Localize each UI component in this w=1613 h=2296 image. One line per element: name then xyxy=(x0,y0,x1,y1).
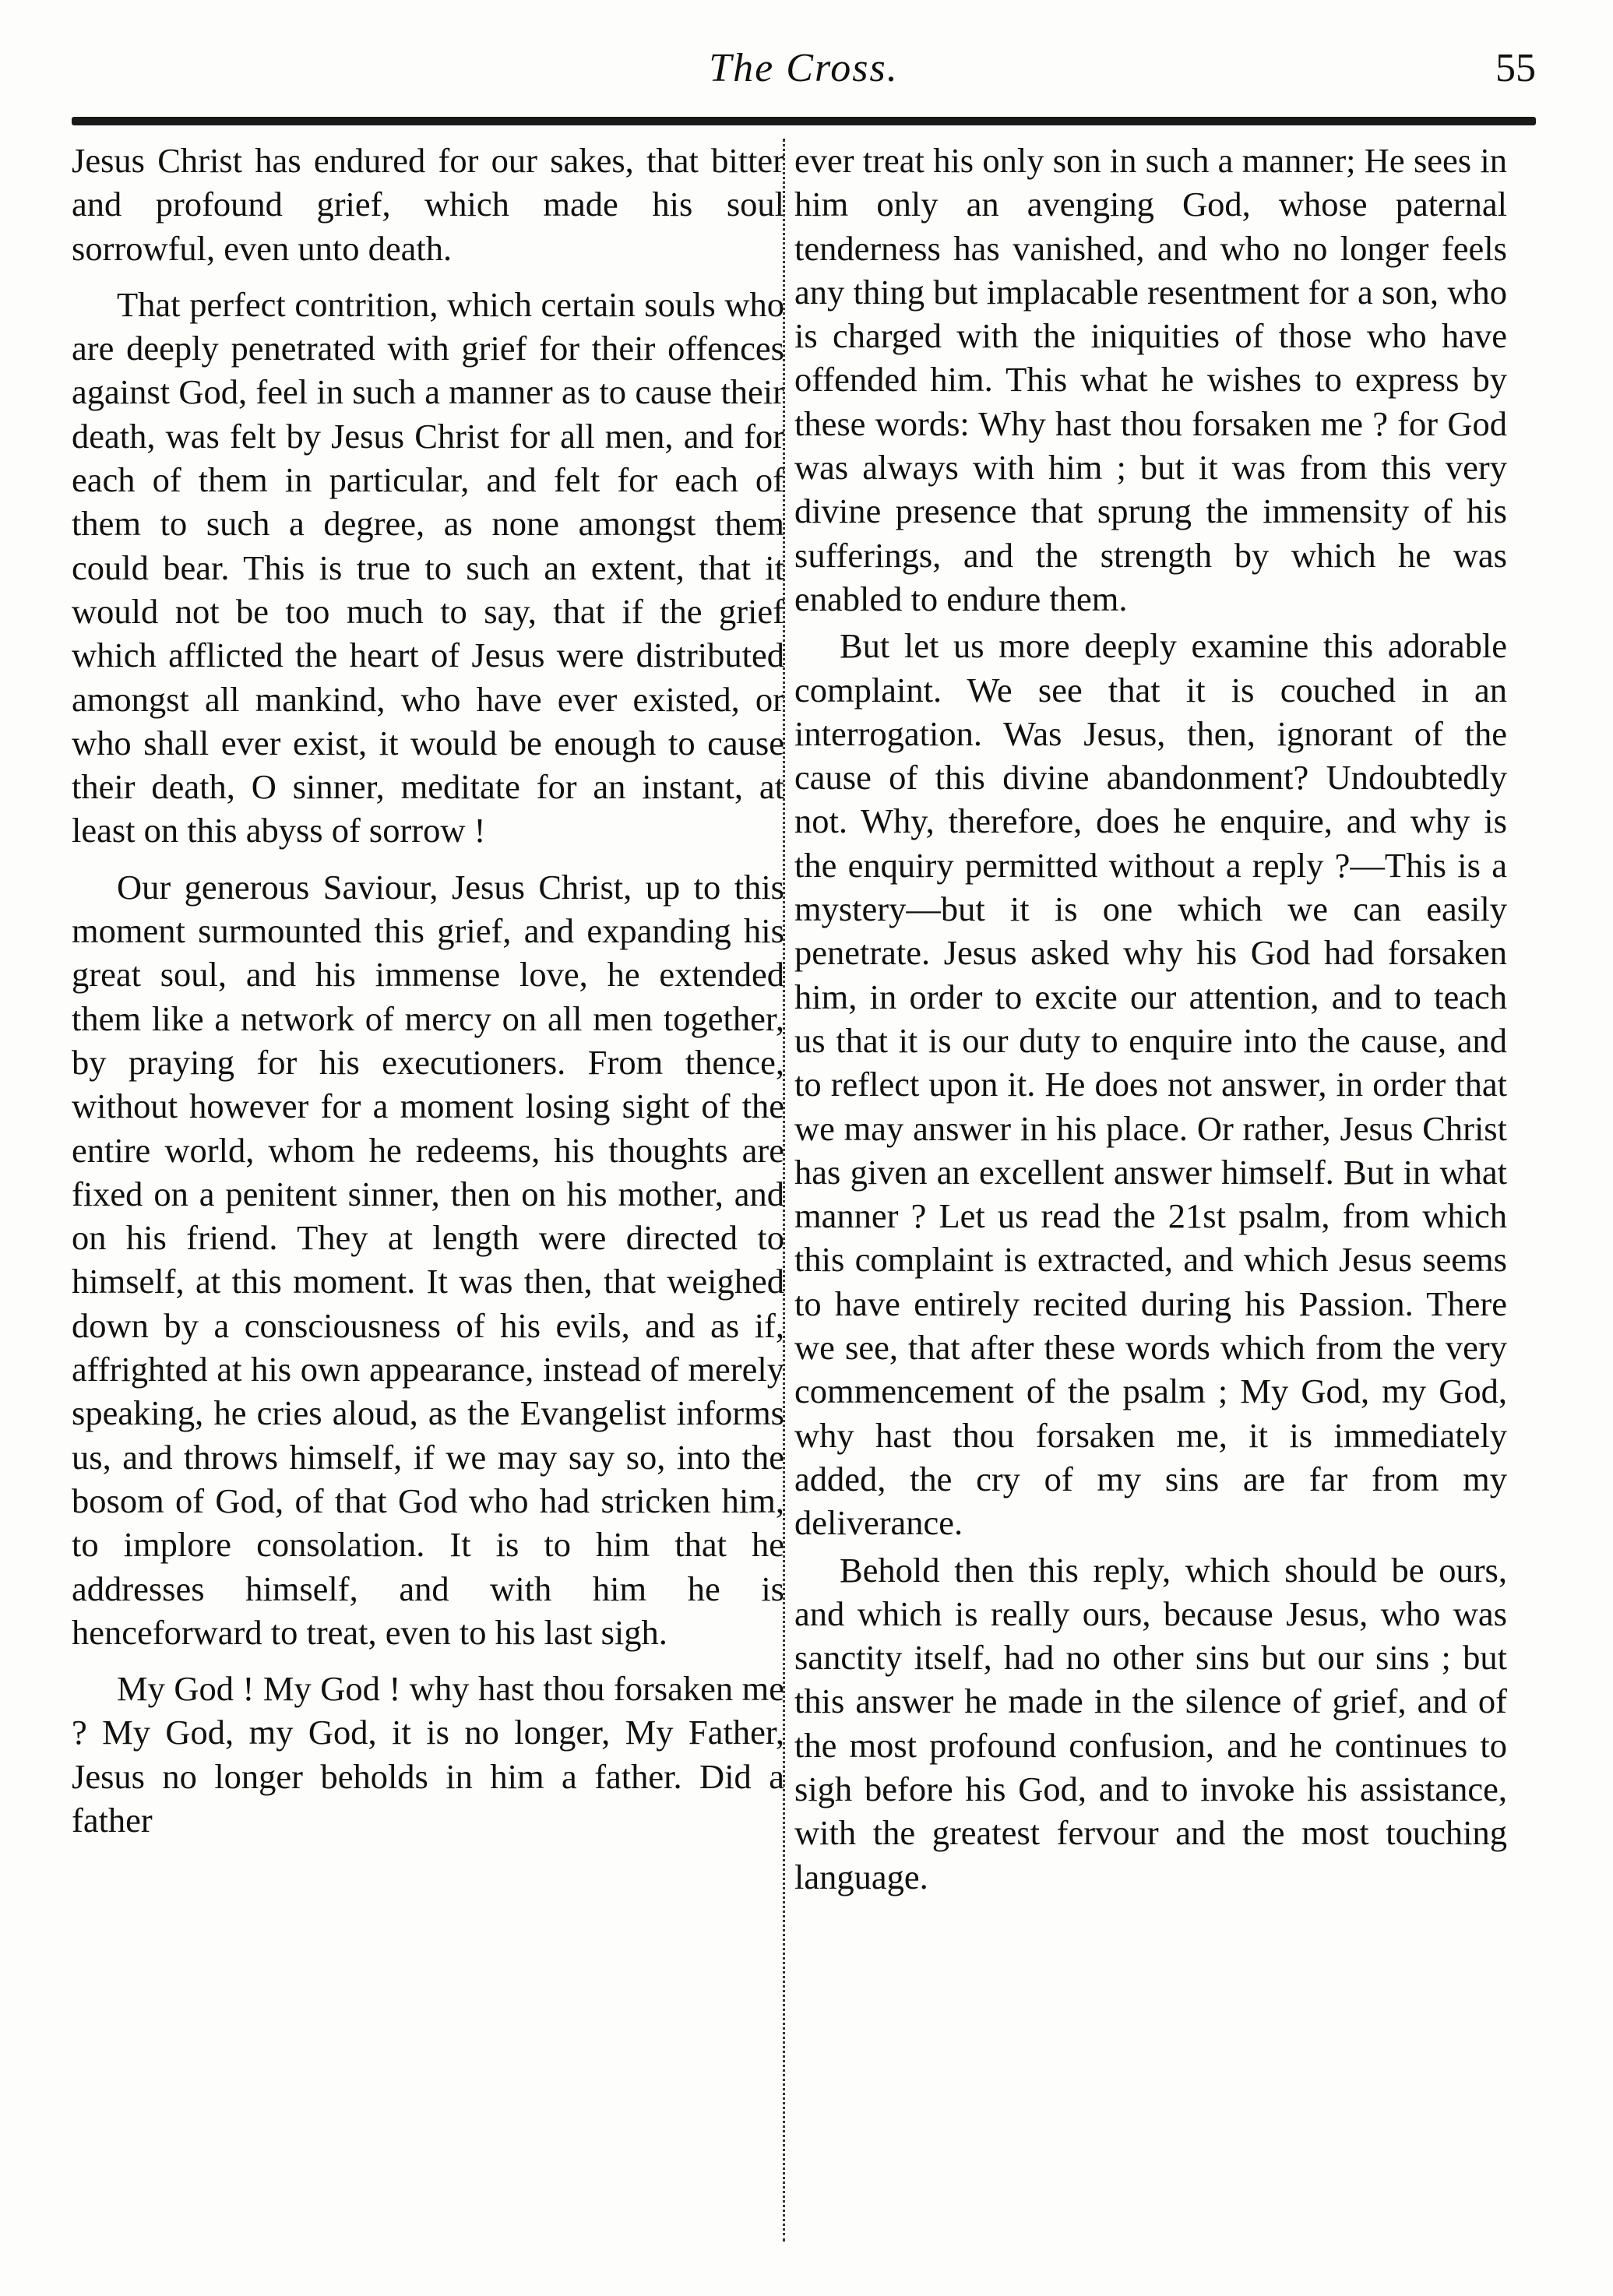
paragraph: Behold then this reply, which should be ours, and which is really ours, because Jesus, who was sanctity itself, had no other sins but our sins ; but this answer he made in the silence of grief, and of the most profound confusion, and he continues to sigh before his God, and to invoke his assistance, with the greatest fervour and the most touching language. xyxy=(794,1550,1507,1896)
column-divider xyxy=(783,139,785,2241)
running-title: The Cross. xyxy=(709,46,899,90)
left-column xyxy=(72,139,784,2249)
paragraph: Jesus Christ has endured for our sakes, that bitter and profound grief, which made his soul sorrowful, even unto death. xyxy=(72,141,784,268)
paragraph: Our generous Saviour, Jesus Christ, up to this moment surmounted this grief, and expanding his great soul, and his immense love, he extended them like a network of mercy on all men together, by praying for his executioners. From thence, without however for a moment losing sight of the entire world, whom he redeems, his thoughts are fixed on a penitent sinner, then on his mother, and on his friend. They at length were directed to himself, at this moment. It was then, that weighed down by a consciousness of his evils, and as if, affrighted at his own appearance, instead of merely speaking, he cries aloud, as the Evangelist informs us, and throws himself, if we may say so, into the bosom of God, of that God who had stricken him, to implore consolation. It is to him that he addresses himself, and with him he is henceforward to treat, even to his last sigh. xyxy=(72,867,784,1652)
page-number: 55 xyxy=(1495,46,1536,90)
paragraph: That perfect contrition, which certain souls who are deeply penetrated with grief for their offences against God, feel in such a manner as to cause their death, was felt by Jesus Christ for all men, and for each of them in particular, and felt for each of them to such a degree, as none amongst them could bear. This is true to such an extent, that it would not be too much to say, that if the grief which afflicted the heart of Jesus were distributed amongst all mankind, who have ever existed, or who shall ever exist, it would be enough to cause their death, O sinner, meditate for an instant, at least on this abyss of sorrow ! xyxy=(72,284,784,850)
paragraph: ever treat his only son in such a manner; He sees in him only an avenging God, whose paternal tenderness has vanished, and who no longer feels any thing but implacable resentment for a son, who is charged with the iniquities of those who have offended him. This what he wishes to express by these words: Why hast thou forsaken me ? for God was always with him ; but it was from this very divine presence that sprung the immensity of his sufferings, and the strength by which he was enabled to endure them. xyxy=(794,141,1507,618)
page-header xyxy=(72,45,1536,107)
header-rule xyxy=(72,117,1536,125)
paragraph: But let us more deeply examine this adorable complaint. We see that it is couched in an interrogation. Was Jesus, then, ignorant of the cause of this divine abandonment? Undoubtedly not. Why, therefore, does he enquire, and why is the enquiry permitted without a reply ?—This is a mystery—but it is one which we can easily penetrate. Jesus asked why his God had forsaken him, in order to excite our attention, and to teach us that it is our duty to enquire into the cause, and to reflect upon it. He does not answer, in order that we may answer in his place. Or rather, Jesus Christ has given an excellent answer himself. But in what manner ? Let us read the 21st psalm, from which this complaint is extracted, and which Jesus seems to have entirely recited during his Passion. There we see, that after these words which from the very commencement of the psalm ; My God, my God, why hast thou forsaken me, it is immediately added, the cry of my sins are far from my deliverance. xyxy=(794,626,1507,1543)
paragraph: My God ! My God ! why hast thou forsaken me ? My God, my God, it is no longer, My Father, Jesus no longer beholds in him a father. Did a father xyxy=(72,1669,784,1840)
right-column xyxy=(794,139,1507,2249)
